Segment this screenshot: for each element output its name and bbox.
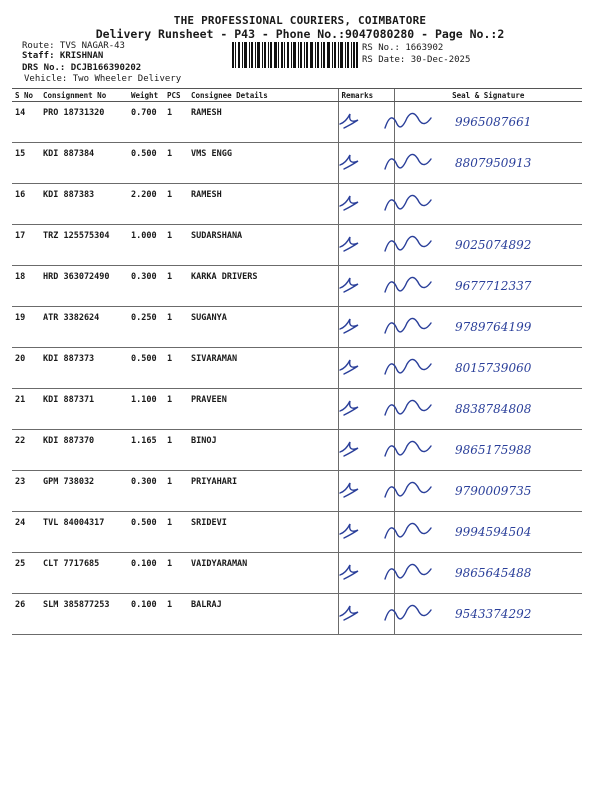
cell-signature bbox=[394, 348, 582, 389]
cell-weight: 0.250 bbox=[128, 307, 164, 348]
table-row bbox=[12, 348, 582, 389]
handwritten-phone: 8015739060 bbox=[455, 361, 532, 375]
cell-signature bbox=[394, 266, 582, 307]
cell-signature bbox=[394, 512, 582, 553]
cell-remarks bbox=[338, 594, 394, 635]
route-label: Route: TVS NAGAR-43 bbox=[22, 41, 125, 51]
col-header-signature: Seal & Signature bbox=[394, 89, 582, 102]
cell-sno: 23 bbox=[12, 471, 40, 512]
cell-signature bbox=[394, 102, 582, 143]
cell-sno: 24 bbox=[12, 512, 40, 553]
table-row bbox=[12, 594, 582, 635]
cell-signature bbox=[394, 389, 582, 430]
table-header-row bbox=[12, 89, 582, 102]
cell-consignment: KDI 887370 bbox=[40, 430, 128, 471]
cell-consignment: CLT 7717685 bbox=[40, 553, 128, 594]
cell-consignee: RAMESH bbox=[188, 102, 338, 143]
cell-consignee: SUGANYA bbox=[188, 307, 338, 348]
cell-consignee: BALRAJ bbox=[188, 594, 338, 635]
cell-remarks bbox=[338, 389, 394, 430]
handwritten-phone: 9865175988 bbox=[455, 443, 532, 457]
cell-consignment: KDI 887383 bbox=[40, 184, 128, 225]
cell-remarks bbox=[338, 348, 394, 389]
runsheet-title: Delivery Runsheet - P43 - Phone No.:9047080280 - Page No.:2 bbox=[95, 27, 505, 41]
cell-weight: 0.100 bbox=[128, 553, 164, 594]
cell-weight: 0.300 bbox=[128, 471, 164, 512]
cell-sno: 16 bbox=[12, 184, 40, 225]
cell-sno: 22 bbox=[12, 430, 40, 471]
cell-sno: 19 bbox=[12, 307, 40, 348]
cell-weight: 0.500 bbox=[128, 348, 164, 389]
rs-number: RS No.: 1663902 bbox=[362, 43, 444, 53]
table-row bbox=[12, 471, 582, 512]
handwritten-phone: 9865645488 bbox=[455, 566, 532, 580]
cell-pcs: 1 bbox=[164, 389, 188, 430]
cell-consignment: KDI 887384 bbox=[40, 143, 128, 184]
cell-sno: 25 bbox=[12, 553, 40, 594]
col-header-sno: S No bbox=[12, 89, 40, 102]
cell-consignee: SRIDEVI bbox=[188, 512, 338, 553]
cell-weight: 0.500 bbox=[128, 143, 164, 184]
cell-weight: 0.500 bbox=[128, 512, 164, 553]
cell-remarks bbox=[338, 184, 394, 225]
cell-consignee: PRIYAHARI bbox=[188, 471, 338, 512]
cell-pcs: 1 bbox=[164, 348, 188, 389]
cell-signature bbox=[394, 553, 582, 594]
cell-pcs: 1 bbox=[164, 594, 188, 635]
cell-pcs: 1 bbox=[164, 430, 188, 471]
cell-consignee: RAMESH bbox=[188, 184, 338, 225]
cell-remarks bbox=[338, 512, 394, 553]
cell-pcs: 1 bbox=[164, 225, 188, 266]
cell-remarks bbox=[338, 430, 394, 471]
cell-weight: 0.700 bbox=[128, 102, 164, 143]
barcode-icon bbox=[232, 42, 358, 68]
cell-weight: 2.200 bbox=[128, 184, 164, 225]
vehicle-label: Vehicle: Two Wheeler Delivery bbox=[24, 74, 182, 84]
cell-remarks bbox=[338, 471, 394, 512]
cell-sno: 18 bbox=[12, 266, 40, 307]
cell-weight: 0.300 bbox=[128, 266, 164, 307]
cell-signature bbox=[394, 471, 582, 512]
cell-sno: 15 bbox=[12, 143, 40, 184]
cell-pcs: 1 bbox=[164, 512, 188, 553]
table-row bbox=[12, 102, 582, 143]
cell-signature bbox=[394, 225, 582, 266]
cell-remarks bbox=[338, 102, 394, 143]
col-header-weight: Weight bbox=[128, 89, 164, 102]
cell-consignment: SLM 385877253 bbox=[40, 594, 128, 635]
table-row bbox=[12, 266, 582, 307]
cell-signature bbox=[394, 143, 582, 184]
cell-sno: 20 bbox=[12, 348, 40, 389]
cell-pcs: 1 bbox=[164, 143, 188, 184]
cell-consignment: TRZ 125575304 bbox=[40, 225, 128, 266]
table-row bbox=[12, 430, 582, 471]
cell-signature bbox=[394, 594, 582, 635]
handwritten-phone: 8838784808 bbox=[455, 402, 532, 416]
cell-pcs: 1 bbox=[164, 307, 188, 348]
cell-consignee: PRAVEEN bbox=[188, 389, 338, 430]
handwritten-phone: 9994594504 bbox=[455, 525, 532, 539]
col-header-consignment: Consignment No bbox=[40, 89, 128, 102]
cell-weight: 1.100 bbox=[128, 389, 164, 430]
handwritten-phone: 9677712337 bbox=[455, 279, 532, 293]
cell-consignment: ATR 3382624 bbox=[40, 307, 128, 348]
cell-consignee: VAIDYARAMAN bbox=[188, 553, 338, 594]
cell-consignment: GPM 738032 bbox=[40, 471, 128, 512]
handwritten-phone: 9965087661 bbox=[455, 115, 532, 129]
cell-weight: 0.100 bbox=[128, 594, 164, 635]
table-row bbox=[12, 184, 582, 225]
table-row bbox=[12, 512, 582, 553]
cell-signature bbox=[394, 307, 582, 348]
cell-consignee: SUDARSHANA bbox=[188, 225, 338, 266]
col-header-consignee: Consignee Details bbox=[188, 89, 338, 102]
cell-sno: 17 bbox=[12, 225, 40, 266]
col-header-remarks: Remarks bbox=[338, 89, 394, 102]
handwritten-phone: 9790009735 bbox=[455, 484, 532, 498]
cell-weight: 1.165 bbox=[128, 430, 164, 471]
staff-label: Staff: KRISHNAN bbox=[22, 51, 104, 61]
cell-remarks bbox=[338, 553, 394, 594]
cell-signature bbox=[394, 430, 582, 471]
cell-signature bbox=[394, 184, 582, 225]
cell-sno: 14 bbox=[12, 102, 40, 143]
table-row bbox=[12, 389, 582, 430]
cell-remarks bbox=[338, 143, 394, 184]
cell-consignee: VMS ENGG bbox=[188, 143, 338, 184]
cell-remarks bbox=[338, 266, 394, 307]
cell-pcs: 1 bbox=[164, 471, 188, 512]
table-row bbox=[12, 225, 582, 266]
cell-pcs: 1 bbox=[164, 184, 188, 225]
cell-consignment: TVL 84004317 bbox=[40, 512, 128, 553]
handwritten-phone: 8807950913 bbox=[455, 156, 532, 170]
col-header-pcs: PCS bbox=[164, 89, 188, 102]
handwritten-phone: 9543374292 bbox=[455, 607, 532, 621]
cell-pcs: 1 bbox=[164, 102, 188, 143]
cell-consignment: KDI 887371 bbox=[40, 389, 128, 430]
cell-consignment: PRO 18731320 bbox=[40, 102, 128, 143]
cell-consignment: HRD 363072490 bbox=[40, 266, 128, 307]
handwritten-phone: 9025074892 bbox=[455, 238, 532, 252]
cell-consignee: BINOJ bbox=[188, 430, 338, 471]
rs-date: RS Date: 30-Dec-2025 bbox=[362, 55, 471, 65]
cell-pcs: 1 bbox=[164, 553, 188, 594]
cell-sno: 21 bbox=[12, 389, 40, 430]
cell-sno: 26 bbox=[12, 594, 40, 635]
cell-weight: 1.000 bbox=[128, 225, 164, 266]
cell-remarks bbox=[338, 307, 394, 348]
table-row bbox=[12, 553, 582, 594]
table-row bbox=[12, 143, 582, 184]
cell-remarks bbox=[338, 225, 394, 266]
company-title: THE PROFESSIONAL COURIERS, COIMBATORE bbox=[173, 14, 427, 27]
cell-consignment: KDI 887373 bbox=[40, 348, 128, 389]
runsheet-table bbox=[12, 88, 582, 635]
cell-consignee: SIVARAMAN bbox=[188, 348, 338, 389]
handwritten-phone: 9789764199 bbox=[455, 320, 532, 334]
drs-number: DRS No.: DCJB166390202 bbox=[22, 63, 142, 73]
cell-consignee: KARKA DRIVERS bbox=[188, 266, 338, 307]
table-row bbox=[12, 307, 582, 348]
cell-pcs: 1 bbox=[164, 266, 188, 307]
